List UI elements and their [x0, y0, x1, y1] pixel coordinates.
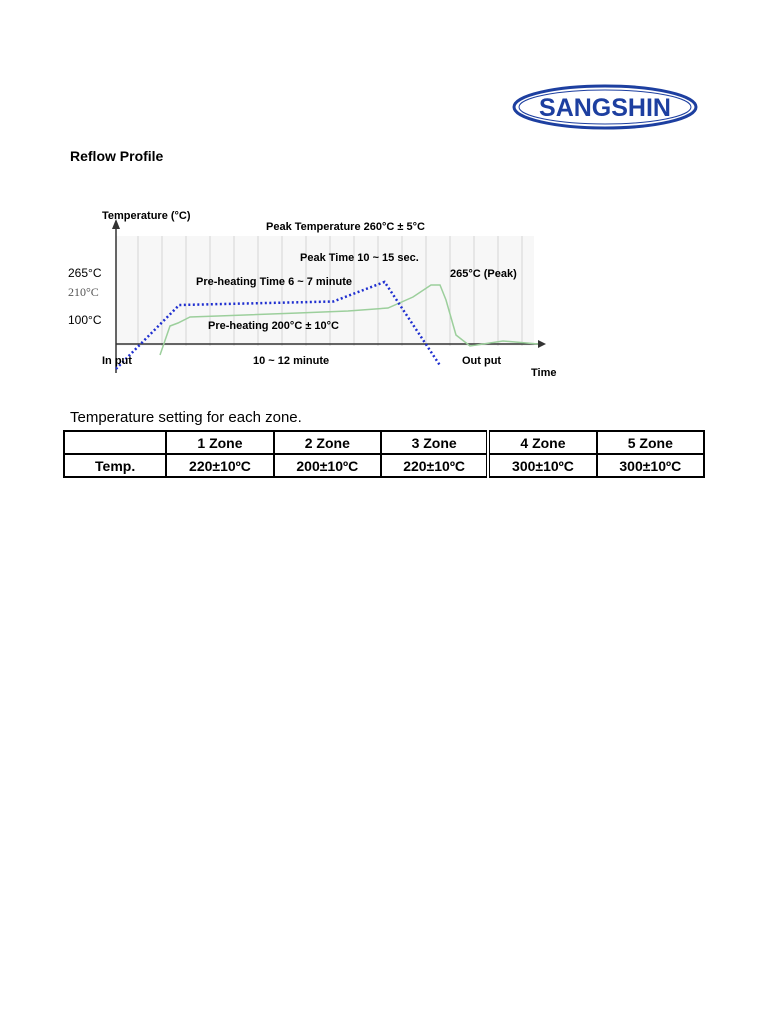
temp-zone-5: 300±10ºC — [597, 454, 704, 477]
peak-label: 265°C (Peak) — [450, 268, 517, 280]
table-header-row — [64, 431, 704, 454]
header-zone-5: 5 Zone — [597, 431, 704, 454]
preheat-temp-note: Pre-heating 200°C ± 10°C — [208, 320, 339, 332]
preheat-time-note: Pre-heating Time 6 ~ 7 minute — [196, 276, 352, 288]
output-label: Out put — [462, 355, 502, 367]
header-zone-1: 1 Zone — [166, 431, 273, 454]
temp-zone-3: 220±10ºC — [381, 454, 488, 477]
x-axis-label: Time — [531, 367, 557, 379]
row-label: Temp. — [64, 454, 166, 477]
y-tick-210: 210°C — [68, 285, 99, 299]
header-zone-2: 2 Zone — [274, 431, 381, 454]
reflow-chart — [98, 205, 568, 387]
y-tick-100: 100°C — [68, 313, 102, 327]
peak-temperature-note: Peak Temperature 260°C ± 5°C — [266, 221, 425, 233]
zone-table — [63, 430, 705, 478]
page-title: Reflow Profile — [70, 148, 164, 164]
input-label: In put — [102, 355, 132, 367]
temp-zone-1: 220±10ºC — [166, 454, 273, 477]
header-zone-4: 4 Zone — [488, 431, 596, 454]
peak-time-note: Peak Time 10 ~ 15 sec. — [300, 252, 419, 264]
zones-caption: Temperature setting for each zone. — [70, 409, 302, 426]
y-tick-265: 265°C — [68, 266, 102, 280]
temp-zone-2: 200±10ºC — [274, 454, 381, 477]
table-corner-cell — [64, 431, 166, 454]
y-axis-label: Temperature (°C) — [102, 210, 191, 222]
duration-label: 10 ~ 12 minute — [253, 355, 330, 367]
temp-zone-4: 300±10ºC — [488, 454, 596, 477]
header-zone-3: 3 Zone — [381, 431, 488, 454]
table-row — [64, 454, 704, 477]
logo-text: SANGSHIN — [539, 94, 671, 122]
sangshin-logo — [512, 84, 698, 130]
